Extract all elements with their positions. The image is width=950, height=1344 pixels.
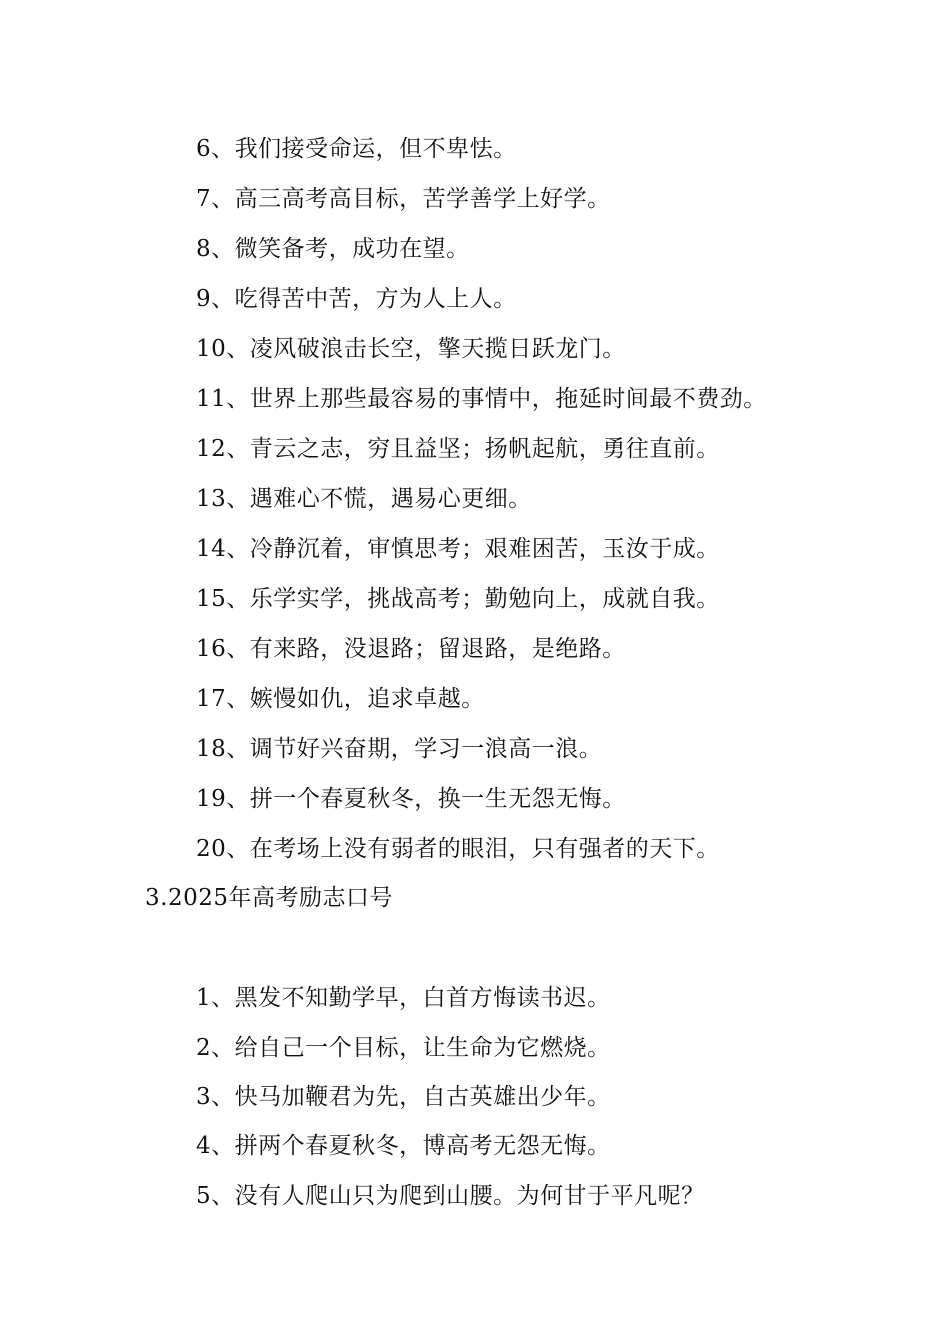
list-item: 10、凌风破浪击长空，擎天揽日跃龙门。 — [196, 336, 626, 362]
list-item: 9、吃得苦中苦，方为人上人。 — [196, 286, 517, 312]
list-item: 1、黑发不知勤学早，白首方悔读书迟。 — [196, 985, 611, 1011]
list-item: 12、青云之志，穷且益坚；扬帆起航，勇往直前。 — [196, 436, 720, 462]
list-item: 5、没有人爬山只为爬到山腰。为何甘于平凡呢？ — [196, 1183, 705, 1209]
list-item: 18、调节好兴奋期，学习一浪高一浪。 — [196, 736, 603, 762]
list-item: 13、遇难心不慌，遇易心更细。 — [196, 486, 532, 512]
list-item: 14、冷静沉着，审慎思考；艰难困苦，玉汝于成。 — [196, 536, 720, 562]
list-item: 11、世界上那些最容易的事情中，拖延时间最不费劲。 — [196, 386, 767, 412]
list-item: 15、乐学实学，挑战高考；勤勉向上，成就自我。 — [196, 586, 720, 612]
list-item: 20、在考场上没有弱者的眼泪，只有强者的天下。 — [196, 836, 720, 862]
list-item: 3、快马加鞭君为先，自古英雄出少年。 — [196, 1084, 611, 1110]
list-item: 6、我们接受命运，但不卑怯。 — [196, 136, 517, 162]
list-item: 17、嫉慢如仇，追求卓越。 — [196, 686, 485, 712]
list-item: 8、微笑备考，成功在望。 — [196, 236, 470, 262]
list-item: 4、拼两个春夏秋冬，博高考无怨无悔。 — [196, 1133, 611, 1159]
list-item: 19、拼一个春夏秋冬，换一生无怨无悔。 — [196, 786, 626, 812]
list-item: 2、给自己一个目标，让生命为它燃烧。 — [196, 1035, 611, 1061]
list-item: 7、高三高考高目标，苦学善学上好学。 — [196, 186, 611, 212]
section-heading: 3.2025年高考励志口号 — [145, 885, 393, 911]
list-item: 16、有来路，没退路；留退路，是绝路。 — [196, 636, 626, 662]
